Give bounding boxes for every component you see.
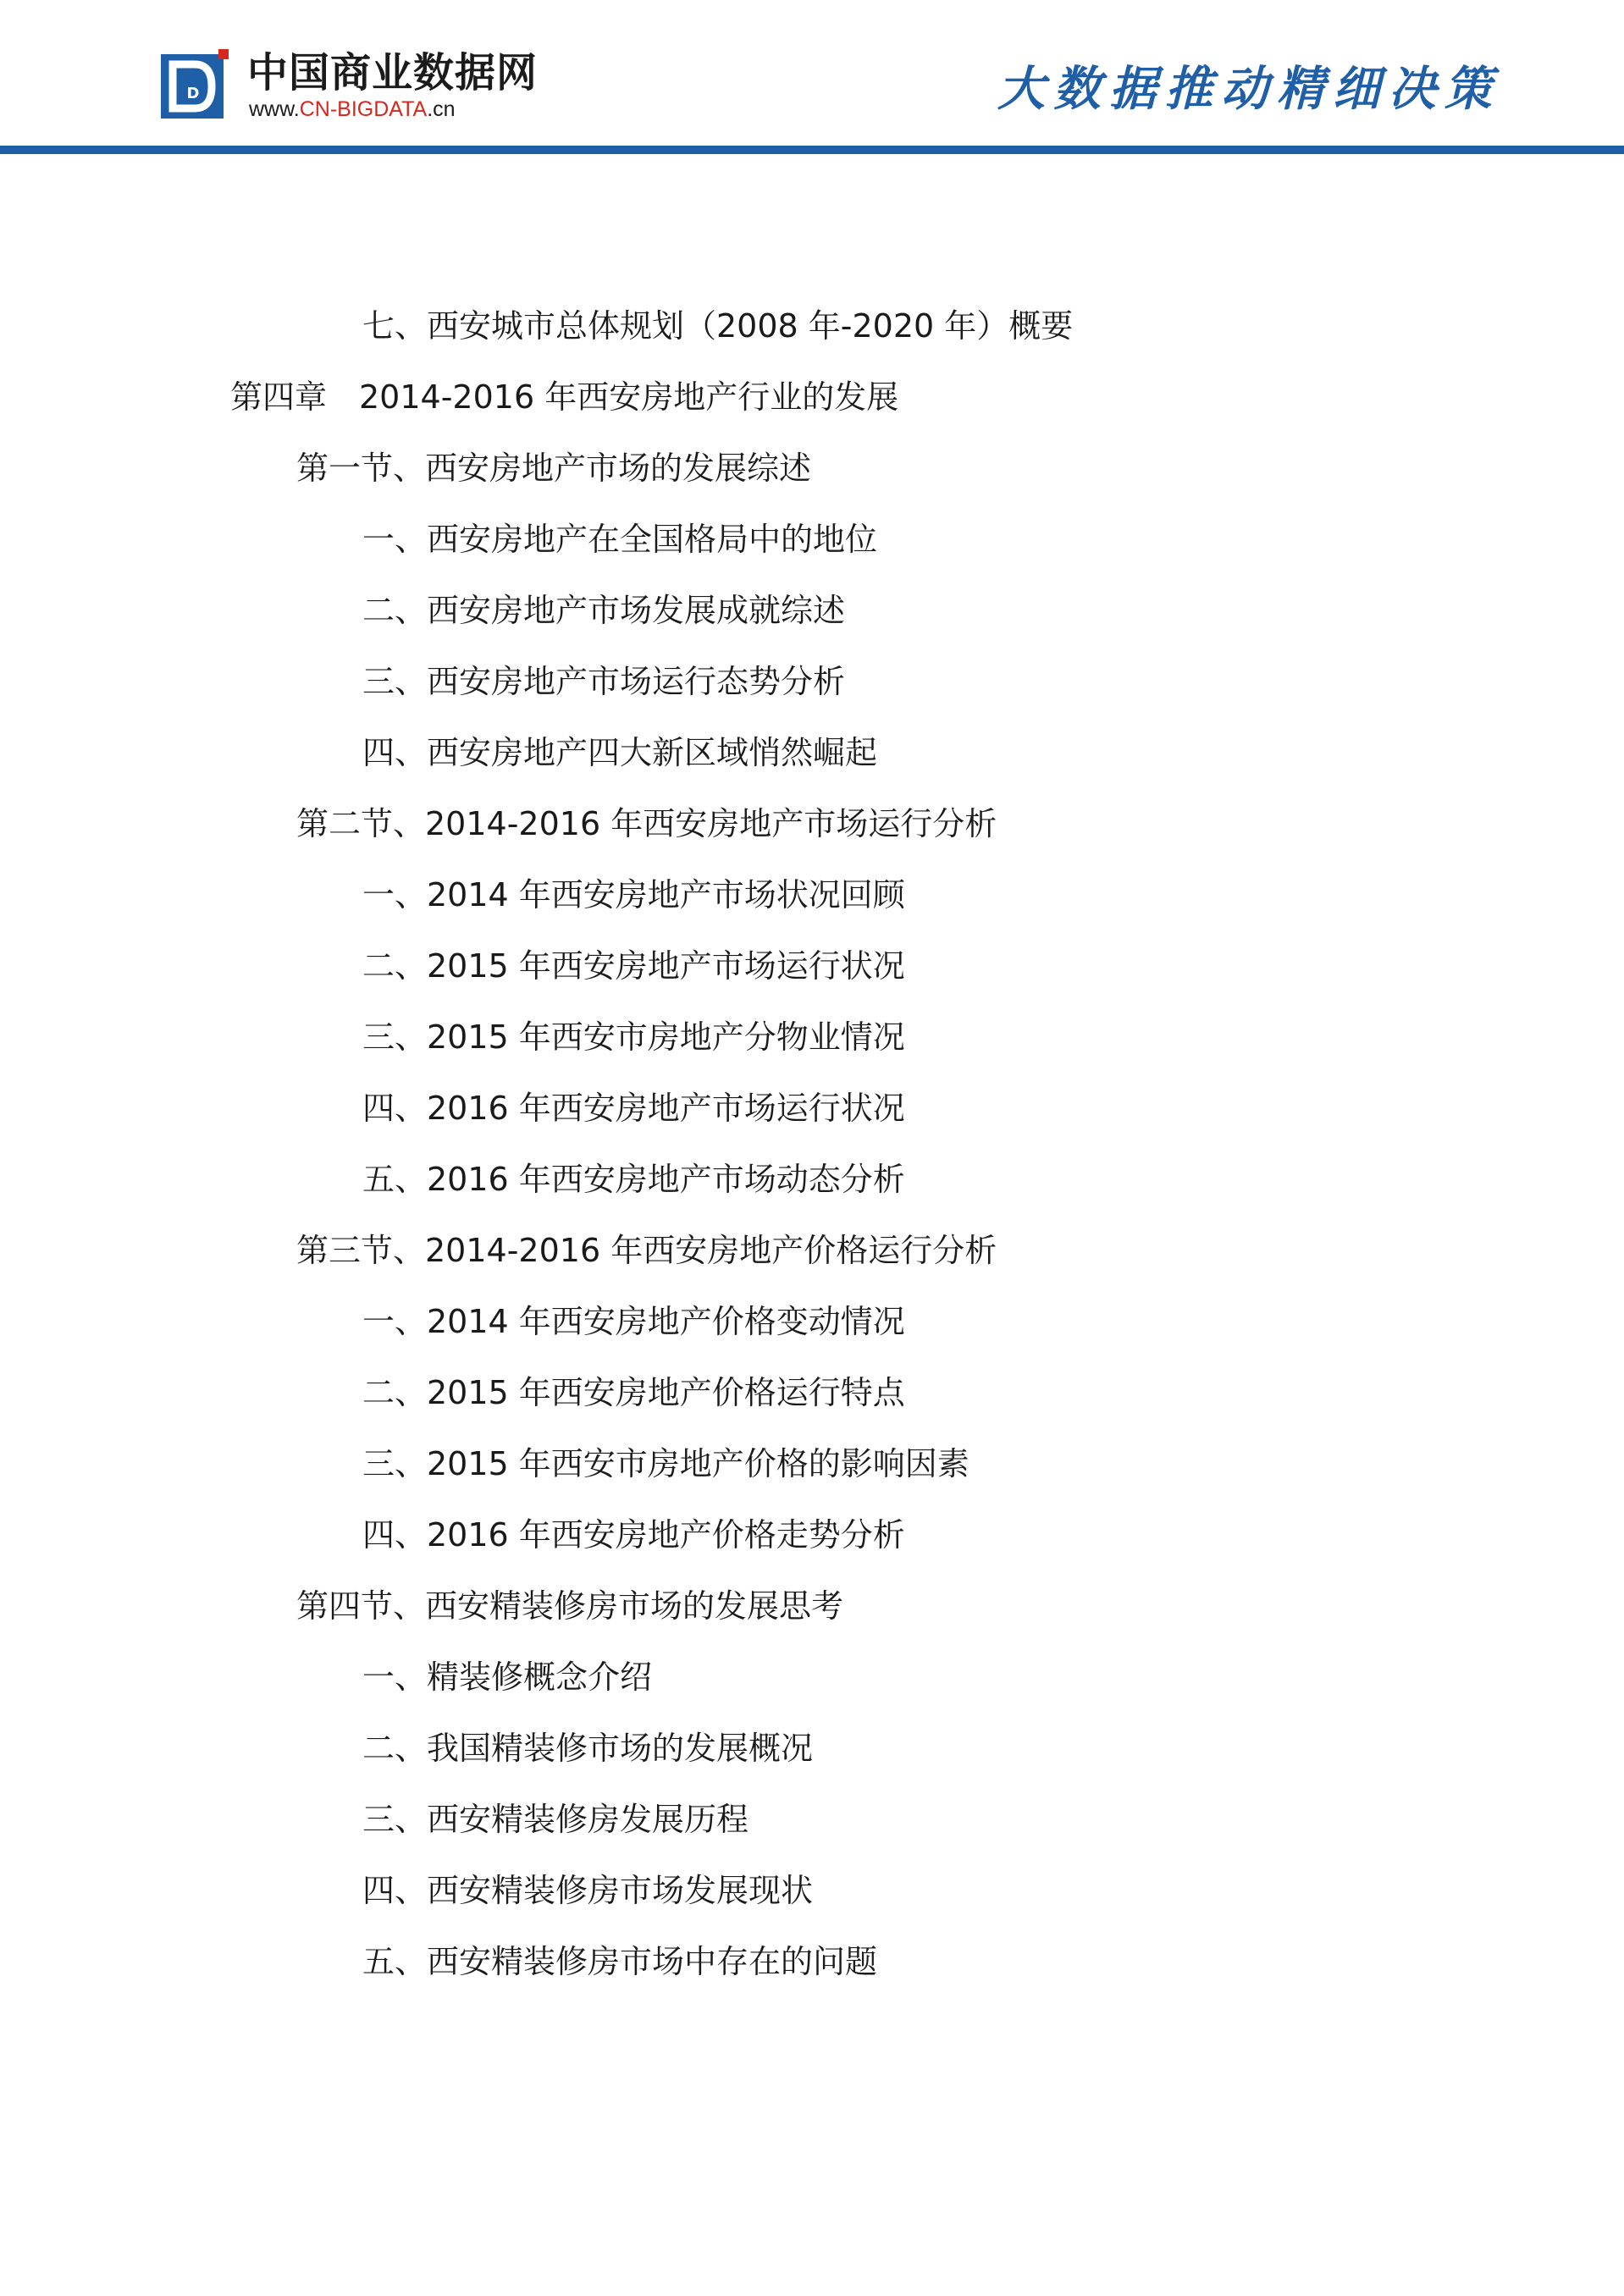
toc-item: 二、西安房地产市场发展成就综述	[362, 592, 846, 629]
toc-section: 第三节、2014-2016 年西安房地产价格运行分析	[296, 1232, 997, 1269]
logo-letter: D	[186, 85, 200, 102]
toc-item: 三、西安精装修房发展历程	[362, 1801, 749, 1838]
toc-item: 二、2015 年西安房地产价格运行特点	[362, 1374, 905, 1411]
toc-item: 三、2015 年西安市房地产分物业情况	[362, 1018, 905, 1056]
toc-item: 一、西安房地产在全国格局中的地位	[362, 521, 878, 558]
header-slogan: 大数据推动精细决策	[997, 61, 1500, 117]
toc-item: 一、2014 年西安房地产市场状况回顾	[362, 876, 905, 913]
toc-item: 二、我国精装修市场的发展概况	[362, 1730, 814, 1767]
brand-url-domain: CN-BIGDATA	[299, 97, 428, 121]
toc-item: 一、精装修概念介绍	[362, 1659, 653, 1696]
toc-section: 第二节、2014-2016 年西安房地产市场运行分析	[296, 805, 997, 842]
toc-item: 三、2015 年西安市房地产价格的影响因素	[362, 1445, 969, 1482]
table-of-contents	[0, 301, 1624, 2007]
toc-item: 四、西安房地产四大新区域悄然崛起	[362, 734, 878, 771]
toc-item: 三、西安房地产市场运行态势分析	[362, 663, 846, 700]
toc-item: 五、西安精装修房市场中存在的问题	[362, 1943, 878, 1980]
toc-section: 第四节、西安精装修房市场的发展思考	[296, 1587, 844, 1625]
toc-chapter: 第四章 2014-2016 年西安房地产行业的发展	[230, 378, 899, 416]
toc-item: 四、西安精装修房市场发展现状	[362, 1872, 814, 1909]
toc-item: 七、西安城市总体规划（2008 年-2020 年）概要	[362, 307, 1074, 345]
header-divider	[0, 146, 1624, 154]
toc-section: 第一节、西安房地产市场的发展综述	[296, 450, 812, 487]
toc-item: 一、2014 年西安房地产价格变动情况	[362, 1303, 905, 1340]
brand-url	[249, 97, 456, 122]
page-header	[0, 0, 1624, 161]
brand-url-prefix: www.	[249, 97, 300, 121]
toc-item: 四、2016 年西安房地产价格走势分析	[362, 1516, 905, 1554]
toc-item: 二、2015 年西安房地产市场运行状况	[362, 947, 905, 985]
brand-url-suffix: .cn	[427, 97, 456, 121]
toc-item: 四、2016 年西安房地产市场运行状况	[362, 1090, 905, 1127]
toc-item: 五、2016 年西安房地产市场动态分析	[362, 1161, 905, 1198]
brand-name: 中国商业数据网	[247, 49, 539, 97]
cn-bigdata-logo-icon	[161, 49, 229, 120]
